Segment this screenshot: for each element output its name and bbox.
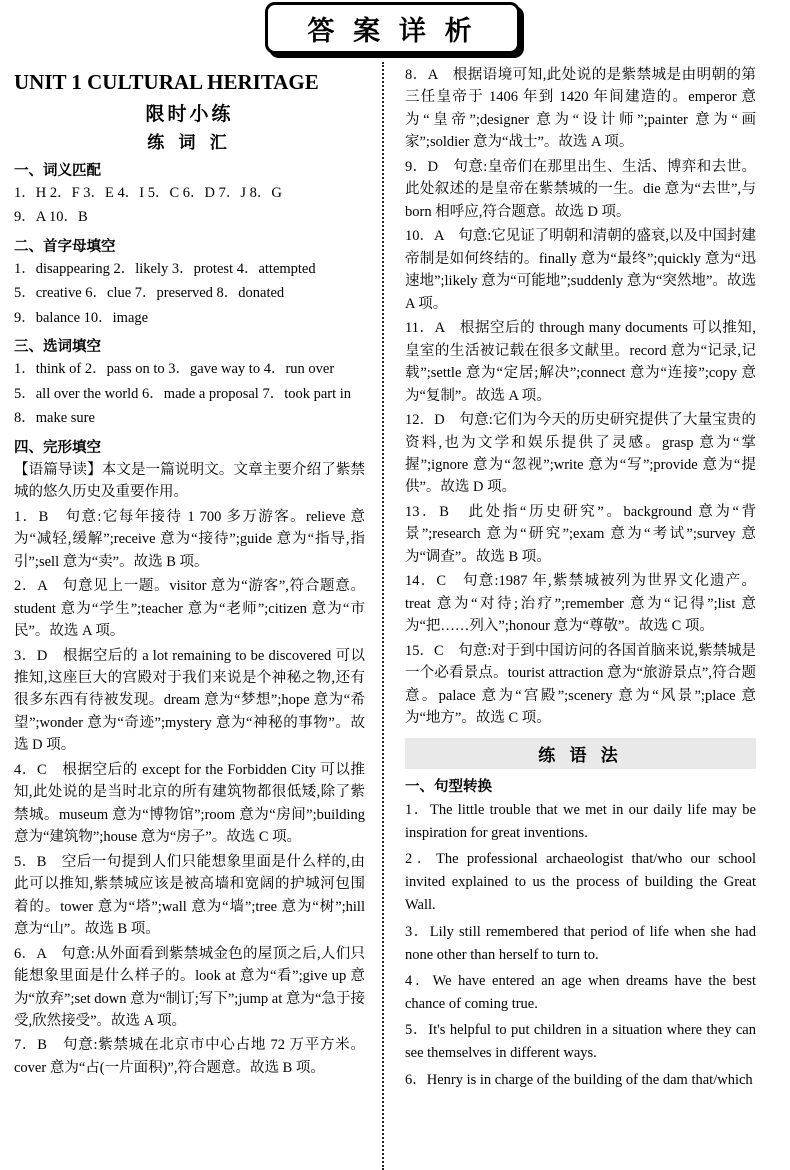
answer-line: 8．make sure — [14, 410, 95, 427]
answer-line: 9．balance 10．image — [14, 309, 149, 326]
answer-line: 5．creative 6．clue 7．preserved 8．donated — [14, 285, 285, 302]
column-divider — [375, 62, 391, 1170]
explanation-item: 14．C 句意:1987 年,紫禁城被列为世界文化遗产。treat 意为“对待;治疗”;remember 意为“记得”;list 意为“把……列入”;honour 意为“尊敬”。故选 C 项。 — [405, 573, 756, 635]
answer-sentence: 3．Lily still remembered that period of life when she had none other than herself to turn to. — [405, 923, 756, 963]
explanation-item: 6．A 句意:从外面看到紫禁城金色的屋顶之后,人们只能想象里面是什么样子的。look at 意为“看”;give up 意为“放弃”;set down 意为“制订;写下”;jump at 意为“急于接受,欣然接受”。故选 A 项。 — [14, 945, 365, 1029]
group-heading-cloze: 四、完形填空 — [14, 439, 101, 456]
answer-sentence: 2．The professional archaeologist that/who our school invited explained to us the process of building the Great Wall. — [405, 850, 756, 914]
explanation-item: 13．B 此处指“历史研究”。background 意为“背景”;research 意为“研究”;exam 意为“考试”;survey 意为“调查”。故选 B 项。 — [405, 503, 756, 565]
answer-line: 1．think of 2．pass on to 3．gave way to 4．run over — [14, 361, 335, 378]
section-heading-vocabulary: 练 词 汇 — [147, 133, 232, 152]
section-heading-timed-practice: 限时小练 — [145, 104, 234, 125]
page-title-banner — [265, 2, 520, 54]
answer-sentence: 4．We have entered an age when dreams have the best chance of coming true. — [405, 972, 756, 1013]
explanation-item: 3．D 根据空后的 a lot remaining to be discovered 可以推知,这座巨大的宫殿对于我们来说是个神秘之物,还有很多东西有待被发现。dream 意为“梦想”;hope 意为“希望”;wonder 意为“奇迹”;mystery 意为“神秘的事物”。故选 D 项。 — [14, 647, 365, 754]
explanation-item: 12．D 句意:它们为今天的历史研究提供了大量宝贵的资料,也为文学和娱乐提供了灵感。grasp 意为“掌握”;ignore 意为“忽视”;write 意为“写”;provide 意为“提供”。故选 D 项。 — [405, 412, 756, 496]
answer-line: 9．A 10．B — [14, 209, 88, 226]
answer-sentence: 5．It's helpful to put children in a situation where they can see themselves in different ways. — [405, 1022, 756, 1062]
answer-sentence: 6．Henry is in charge of the building of the dam that/which — [405, 1071, 753, 1088]
answer-sentence: 1．The little trouble that we met in our daily life may be inspiration for great inventions. — [405, 801, 756, 841]
two-column-body — [0, 62, 790, 1170]
explanation-item: 8．A 根据语境可知,此处说的是紫禁城是由明朝的第三任皇帝于 1406 年到 1420 年间建造的。emperor 意为“皇帝”;designer 意为“设计师”;painter 意为“画家”;soldier 意为“战士”。故选 A 项。 — [405, 67, 756, 151]
explanation-item: 4．C 根据空后的 except for the Forbidden City 可以推知,此处说的是当时北京的所有建筑物都很低矮,除了紫禁城。museum 意为“博物馆”;room 意为“房间”;building 意为“建筑物”;house 意为“房子”。故选 C 项。 — [14, 761, 365, 846]
explanation-item: 7．B 句意:紫禁城在北京市中心占地 72 万平方米。cover 意为“占(一片面积)”,符合题意。故选 B 项。 — [14, 1037, 365, 1076]
unit-heading: UNIT 1 CULTURAL HERITAGE — [14, 70, 319, 94]
explanation-item: 1．B 句意:它每年接待 1 700 多万游客。relieve 意为“减轻,缓解”;receive 意为“接待”;guide 意为“指导,指引”;sell 意为“卖”。故选 B 项。 — [14, 508, 365, 570]
section-heading-grammar: 练 语 法 — [405, 738, 756, 769]
right-column — [391, 62, 766, 1170]
explanation-item: 2．A 句意见上一题。visitor 意为“游客”,符合题意。student 意为“学生”;teacher 意为“老师”;citizen 意为“市民”。故选 A 项。 — [14, 578, 365, 640]
group-heading-sentence-transformation: 一、句型转换 — [405, 778, 492, 795]
group-heading-matching: 一、词义匹配 — [14, 163, 101, 179]
answer-line: 1．disappearing 2．likely 3．protest 4．attempted — [14, 260, 316, 277]
explanation-item: 5．B 空后一句提到人们只能想象里面是什么样的,由此可以推知,紫禁城应该是被高墙和宽阔的护城河包围着的。tower 意为“塔”;wall 意为“墙”;tree 意为“树”;hill 意为“山”。故选 B 项。 — [14, 853, 365, 938]
explanation-item: 11．A 根据空后的 through many documents 可以推知,皇室的生活被记载在很多文献里。record 意为“记录,记载”;settle 意为“定居;解决”;connect 意为“连接”;copy 意为“复制”。故选 A 项。 — [405, 320, 756, 404]
page-title: 答 案 详 析 — [307, 15, 478, 46]
explanation-item: 9．D 句意:皇帝们在那里出生、生活、博弈和去世。此处叙述的是皇帝在紫禁城的一生。die 意为“去世”,与 born 相呼应,符合题意。故选 D 项。 — [405, 158, 756, 220]
explanation-item: 15．C 句意:对于到中国访问的各国首脑来说,紫禁城是一个必看景点。tourist attraction 意为“旅游景点”,符合题意。palace 意为“宫殿”;scenery 意为“风景”;place 意为“地方”。故选 C 项。 — [405, 642, 756, 727]
group-heading-word-fill: 三、选词填空 — [14, 339, 101, 356]
answer-line: 1．H 2．F 3．E 4．I 5．C 6．D 7．J 8．G — [14, 185, 282, 201]
cloze-intro: 【语篇导读】本文是一篇说明文。文章主要介绍了紫禁城的悠久历史及重要作用。 — [14, 461, 365, 501]
group-heading-first-letter: 二、首字母填空 — [14, 238, 116, 255]
left-column — [0, 62, 375, 1170]
explanation-item: 10．A 句意:它见证了明朝和清朝的盛衰,以及中国封建帝制是如何终结的。finally 意为“最终”;quickly 意为“迅速地”;likely 意为“可能地”;suddenly 意为“突然地”。故选 A 项。 — [405, 228, 756, 312]
answer-line: 5．all over the world 6．made a proposal 7．took part in — [14, 385, 352, 402]
